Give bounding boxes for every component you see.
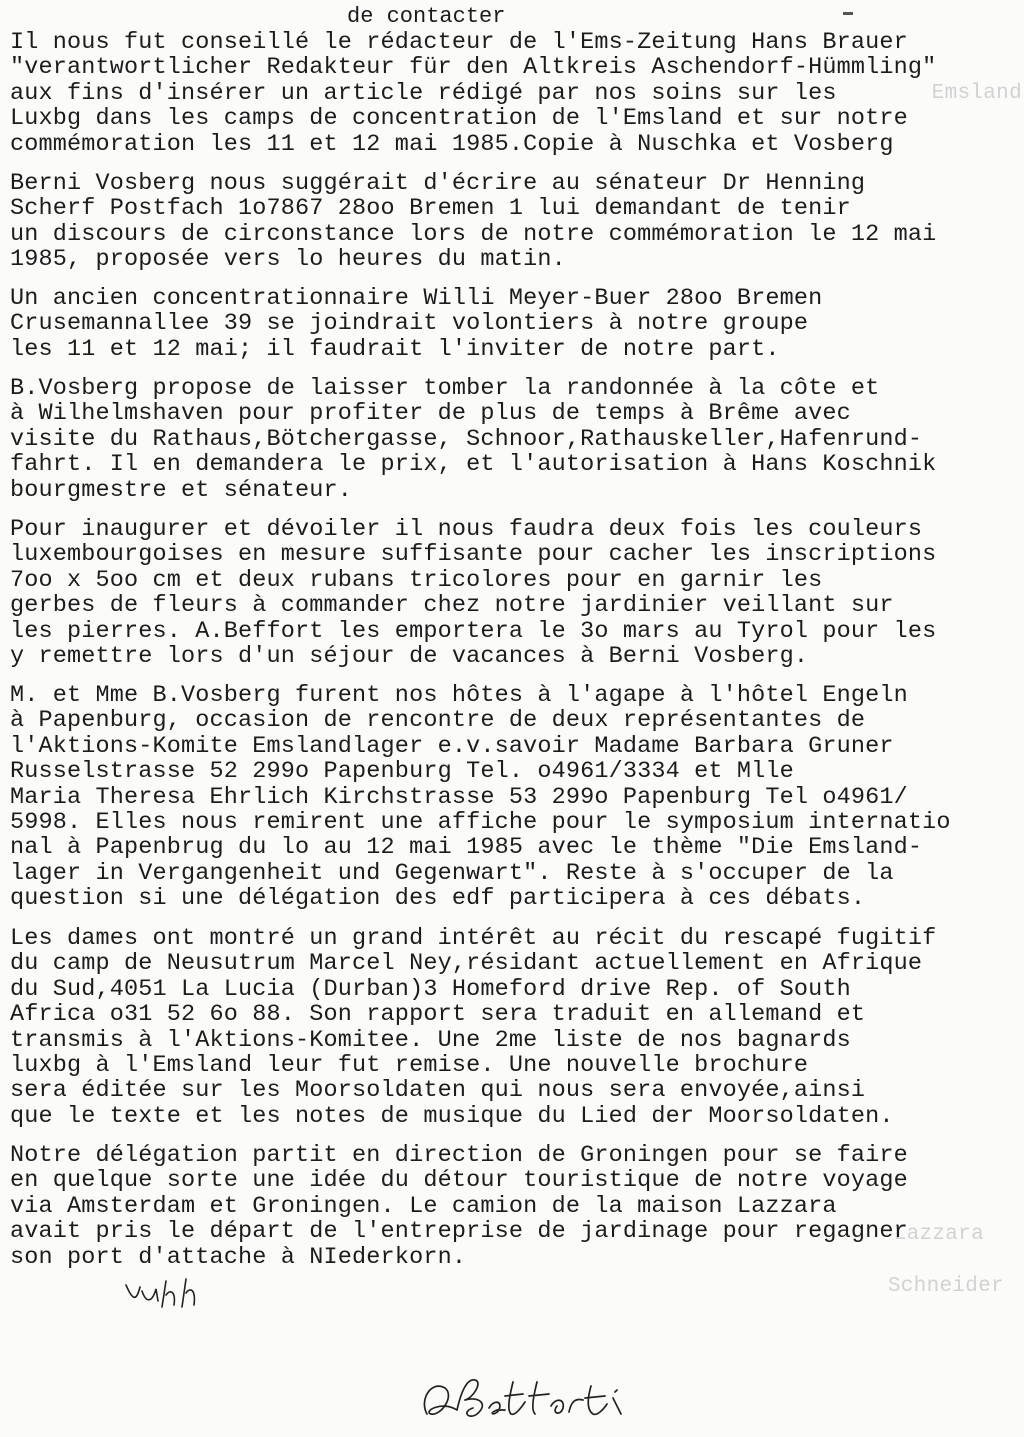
text-line: un discours de circonstance lors de notre commémoration le 12 mai [10, 220, 937, 248]
text-line: commémoration les 11 et 12 mai 1985.Copie à Nuschka et Vosberg [10, 130, 894, 158]
text-line: M. et Mme B.Vosberg furent nos hôtes à l'agape à l'hôtel Engeln [10, 682, 908, 709]
text-line: y remettre lors d'un séjour de vacances à Berni Vosberg. [10, 642, 809, 670]
bleed-through-text: Schneider [887, 1275, 1004, 1298]
text-line: lager in Vergangenheit und Gegenwart". Reste à s'occuper de la [10, 859, 894, 887]
paragraph-6 [10, 683, 1022, 912]
text-line: Pour inaugurer et dévoiler il nous faudra deux fois les couleurs [10, 516, 923, 543]
bleed-through-text: Emsland [931, 82, 1022, 105]
text-line: 7oo x 5oo cm et deux rubans tricolores pour en garnir les [10, 566, 823, 594]
text-line: B.Vosberg propose de laisser tomber la randonnée à la côte et [10, 375, 880, 402]
paragraph-4 [10, 376, 1022, 503]
text-line: les pierres. A.Beffort les emportera le 3o mars au Tyrol pour les [10, 617, 937, 645]
bleed-through-text: Lazzara [893, 1223, 984, 1246]
text-line: gerbes de fleurs à commander chez notre jardinier veillant sur [10, 592, 894, 620]
text-line: à Wilhelmshaven pour profiter de plus de temps à Brême avec [10, 400, 851, 428]
text-line: visite du Rathaus,Bötchergasse, Schnoor,Rathauskeller,Hafenrund- [10, 425, 923, 453]
paragraph-7 [10, 926, 1022, 1129]
text-line: bourgmestre et sénateur. [10, 476, 353, 504]
text-line: Africa o31 52 6o 88. Son rapport sera traduit en allemand et [10, 1001, 866, 1029]
text-line: sera éditée sur les Moorsoldaten qui nous sera envoyée,ainsi [10, 1077, 866, 1105]
text-line: question si une délégation des edf participera à ces débats. [10, 885, 866, 913]
text-line: avait pris le départ de l'entreprise de jardinage pour regagner [10, 1218, 908, 1246]
paragraph-3 [10, 286, 1022, 362]
text-line: "verantwortlicher Redakteur für den Altkreis Aschendorf-Hümmling" [10, 54, 937, 82]
text-line: Berni Vosberg nous suggérait d'écrire au sénateur Dr Henning [10, 170, 866, 197]
text-line: du camp de Neusutrum Marcel Ney,résidant actuellement en Afrique [10, 950, 923, 978]
paragraph-2 [10, 171, 1022, 273]
text-line: fahrt. Il en demandera le prix, et l'autorisation à Hans Koschnik [10, 451, 937, 479]
margin-mark [843, 12, 853, 15]
text-line: luxembourgoises en mesure suffisante pour cacher les inscriptions [10, 541, 937, 569]
text-line: en quelque sorte une idée du détour touristique de notre voyage [10, 1167, 908, 1195]
handwritten-initials [122, 1277, 242, 1311]
text-line: 1985, proposée vers lo heures du matin. [10, 246, 566, 274]
text-line: Scherf Postfach 1o7867 28oo Bremen 1 lui demandant de tenir [10, 195, 851, 223]
text-line: 5998. Elles nous remirent une affiche pour le symposium internatio [10, 808, 951, 836]
text-line: Notre délégation partit en direction de Groningen pour se faire [10, 1142, 908, 1169]
text-line: luxbg à l'Emsland leur fut remise. Une nouvelle brochure [10, 1051, 809, 1079]
text-line: Les dames ont montré un grand intérêt au récit du rescapé fugitif [10, 925, 937, 952]
text-line: son port d'attache à NIederkorn. [10, 1243, 467, 1271]
text-line: via Amsterdam et Groningen. Le camion de la maison Lazzara [10, 1192, 837, 1220]
text-line: Un ancien concentrationnaire Willi Meyer-Buer 28oo Bremen [10, 285, 823, 312]
handwritten-insertion: de contacter [347, 4, 506, 29]
text-line: l'Aktions-Komite Emslandlager e.v.savoir Madame Barbara Gruner [10, 732, 894, 760]
text-line: que le texte et les notes de musique du Lied der Moorsoldaten. [10, 1102, 894, 1130]
text-line: Russelstrasse 52 299o Papenburg Tel. o4961/3334 et Mlle [10, 758, 794, 786]
text-line: Luxbg dans les camps de concentration de l'Emsland et sur notre [10, 105, 908, 133]
text-line: du Sud,4051 La Lucia (Durban)3 Homeford drive Rep. of South [10, 975, 851, 1003]
text-line: aux fins d'insérer un article rédigé par nos soins sur les [10, 79, 837, 107]
text-line: transmis à l'Aktions-Komitee. Une 2me liste de nos bagnards [10, 1026, 851, 1054]
text-line: Maria Theresa Ehrlich Kirchstrasse 53 299o Papenburg Tel o4961/ [10, 783, 908, 811]
paragraph-8 [10, 1143, 1022, 1270]
paragraph-5 [10, 517, 1022, 669]
text-line: Crusemannallee 39 se joindrait volontiers à notre groupe [10, 310, 809, 338]
text-line: Il nous fut conseillé le rédacteur de l'Ems-Zeitung Hans Brauer [10, 29, 908, 56]
text-line: nal à Papenbrug du lo au 12 mai 1985 avec le thème "Die Emsland- [10, 834, 923, 862]
text-line: à Papenburg, occasion de rencontre de deux représentantes de [10, 707, 866, 735]
signature [417, 1370, 647, 1430]
paragraph-1 [10, 30, 1022, 157]
text-line: les 11 et 12 mai; il faudrait l'inviter de notre part. [10, 335, 780, 363]
